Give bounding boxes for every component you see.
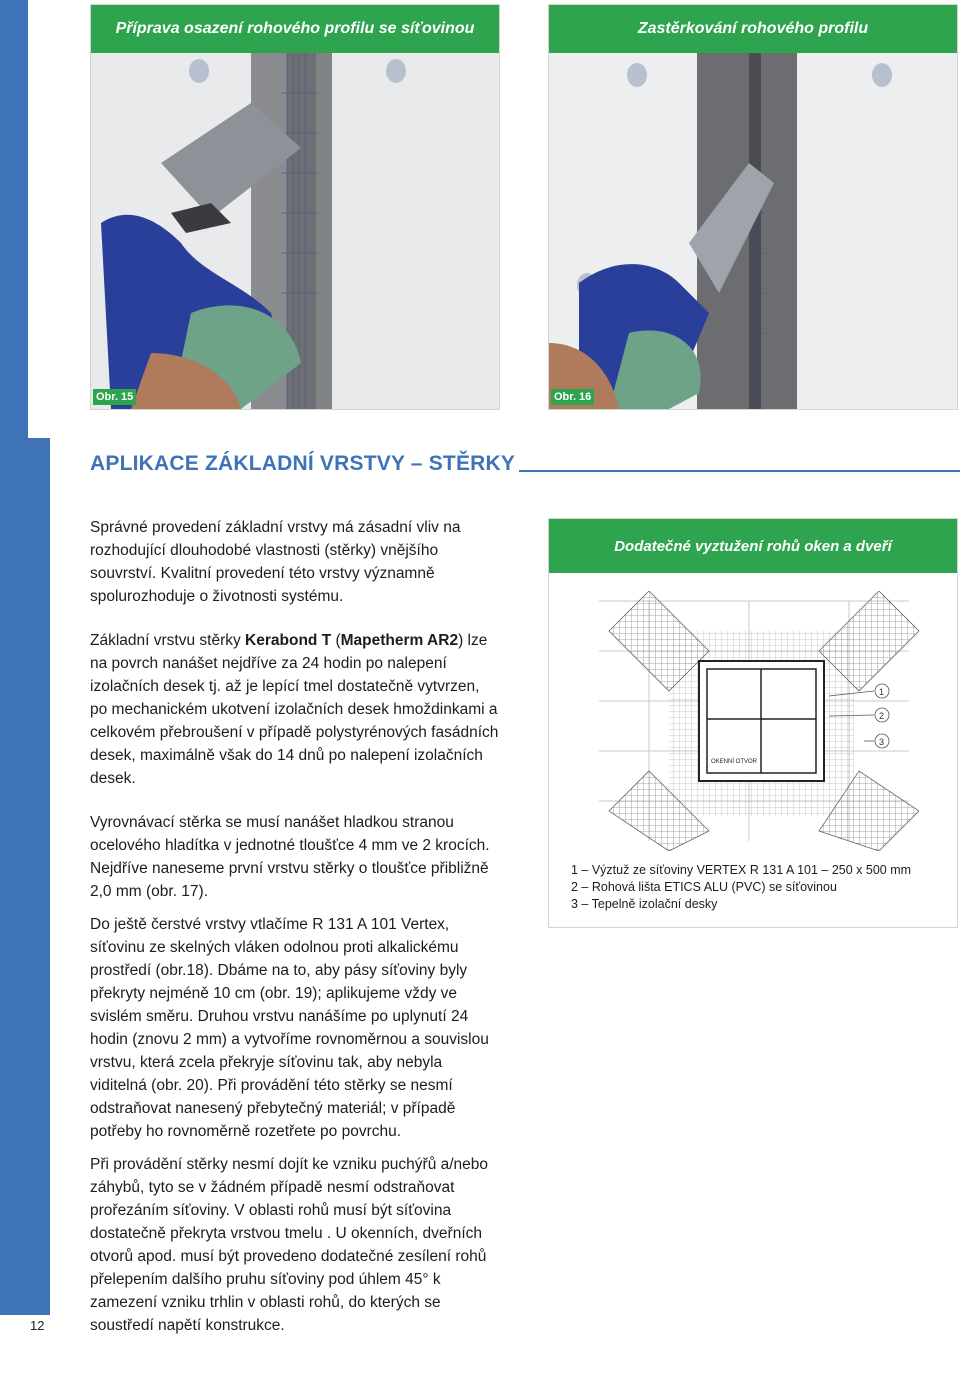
text-run: (: [331, 632, 341, 649]
text-run: ) lze na povrch nanášet nejdříve za 24 hodin po nalepení izolačních desek tj. až je lepící tmel dostatečně vytvrzen, po mechanickém ukotvení izolačních desek hmoždinkami a celkovém přebroušení v případě polystyrénových fasádních desek, maximálně však do 14 dnů po nalepení izolačních desek.: [90, 632, 499, 787]
text-run: Základní vrstvu stěrky: [90, 632, 246, 649]
window-reinforcement-diagram: [589, 591, 919, 851]
product-name: Mapetherm AR2: [340, 632, 459, 649]
paragraph: Správné provedení základní vrstvy má zásadní vliv na rozhodující dlouhodobé vlastnosti (stěrky) vnějšího souvrství. Kvalitní provedení této vrstvy významně spolurozhoduje o životnosti systému.: [90, 519, 461, 605]
diagram-legend: [571, 862, 911, 913]
paragraph: Do ještě čerstvé vrstvy vtlačíme R 131 A 101 Vertex, síťovinu ze skelných vláken odolnou proti alkalickému prostředí (obr.18). Dbáme na to, aby pásy síťoviny byly překryty nejméně 10 cm (obr. 19); aplikujeme vždy ve svislém směru. Druhou vrstvu nanášíme po uplynutí 24 hodin (znovu 2 mm) a vytvoříme rovnoměrnou a souvislou vrstvu, která zcela překryje síťovinu tak, aby nebyla viditelná (obr. 20). Při provádění této stěrky se nesmí odstraňovat nanesený přebytečný materiál; v případě potřeby ho rovnoměrně rozetřete po povrchu.: [90, 916, 489, 1140]
figure-label: Obr. 16: [551, 389, 594, 405]
legend-item: 1 – Výztuž ze síťoviny VERTEX R 131 A 101 – 250 x 500 mm: [571, 863, 912, 877]
left-bar-top-strip: [0, 0, 50, 438]
photo-corner-profile-plastering: [549, 53, 957, 409]
photo-title: Zastěrkování rohového profilu: [549, 5, 957, 53]
paragraph: Při provádění stěrky nesmí dojít ke vzniku puchýřů a/nebo záhybů, tyto se v žádném případě nesmí odstraňovat prořezáním síťoviny. V oblasti rohů musí být síťovina dostatečně překryta vrstvou tmelu . U okenních, dveřních otvorů apod. musí být provedeno dodatečné zesílení rohů přelepením dalšího pruhu síťoviny pod úhlem 45° k zamezení vzniku trhlin v oblasti rohů, do kterých se soustředí napětí konstrukce.: [90, 1156, 489, 1334]
legend-item: 2 – Rohová lišta ETICS ALU (PVC) se síťovinou: [571, 880, 837, 894]
window-label: OKENNÍ OTVOR: [711, 759, 758, 765]
callout-1: 1: [879, 687, 885, 697]
product-name: Kerabond T: [245, 632, 332, 649]
photo-corner-profile-prep: [91, 53, 499, 409]
page-number: 12: [30, 1318, 45, 1333]
photo-title: Příprava osazení rohového profilu se síťovinou: [91, 5, 499, 53]
photo-card-16: [548, 4, 958, 410]
section-title: APLIKACE ZÁKLADNÍ VRSTVY – STĚRKY: [90, 452, 519, 476]
paragraph: Vyrovnávací stěrka se musí nanášet hladkou stranou ocelového hladítka v jednotné tloušťce 4 mm ve 2 krocích. Nejdříve naneseme první vrstvu stěrky o tloušťce přibližně 2,0 mm (obr. 17).: [90, 814, 490, 900]
photo-card-15: [90, 4, 500, 410]
body-text: [90, 516, 500, 1347]
side-box-title: Dodatečné vyztužení rohů oken a dveří: [549, 519, 957, 573]
section-number: 4.3: [16, 454, 42, 474]
callout-3: 3: [879, 737, 885, 747]
legend-item: 3 – Tepelně izolační desky: [571, 897, 718, 911]
figure-label: Obr. 15: [93, 389, 136, 405]
paragraph-kerabond: [90, 629, 500, 790]
callout-2: 2: [879, 711, 885, 721]
side-box: [548, 518, 958, 928]
